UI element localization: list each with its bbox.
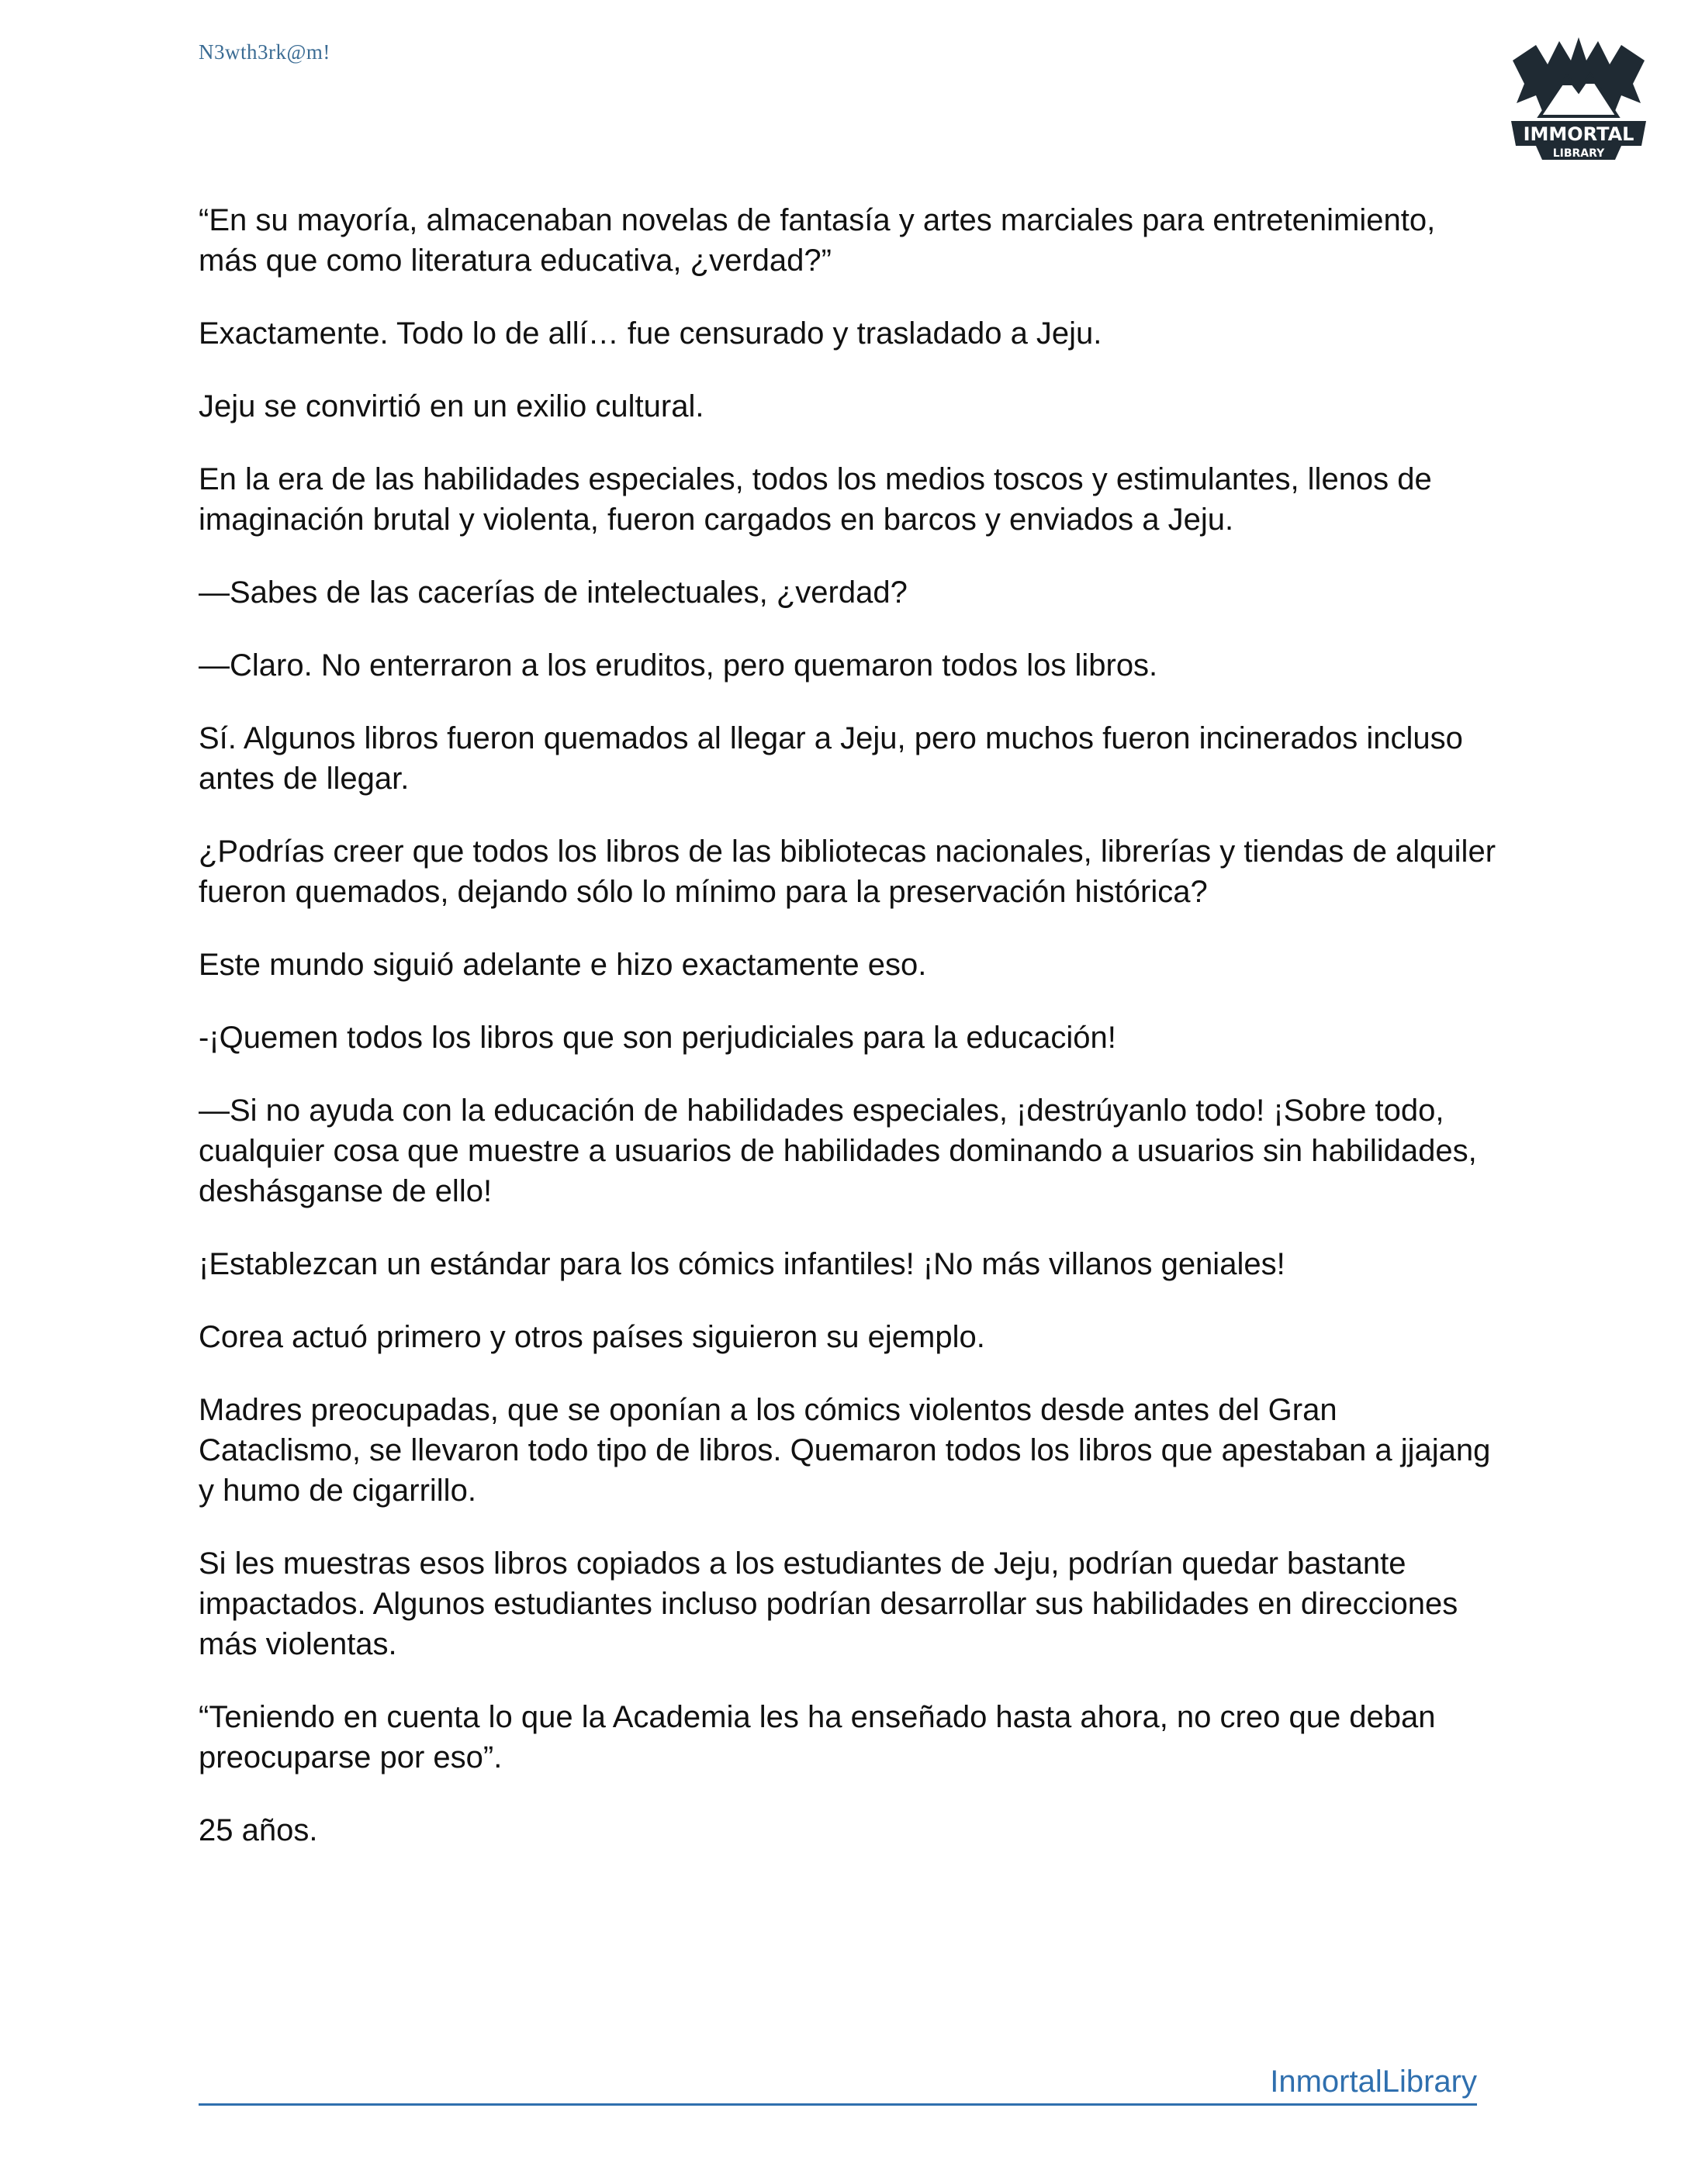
paragraph: Jeju se convirtió en un exilio cultural. — [199, 389, 704, 423]
paragraph: —Si no ayuda con la educación de habilidades especiales, ¡destrúyanlo todo! ¡Sobre todo, cualquier cosa que muestre a usuarios de habilidades dominando a usuarios sin habilidades, deshásganse de ello! — [199, 1094, 1477, 1208]
document-body — [199, 200, 1502, 1883]
paragraph: Madres preocupadas, que se oponían a los cómics violentos desde antes del Gran Cataclismo, se llevaron todo tipo de libros. Quemaron todos los libros que apestaban a jjajang y humo de cigarrillo. — [199, 1393, 1491, 1508]
paragraph: —Claro. No enterraron a los eruditos, pero quemaron todos los libros. — [199, 648, 1158, 682]
watermark-text: N3wth3rk@m! — [199, 40, 330, 64]
footer-link-inmortallibrary[interactable]: InmortalLibrary — [199, 2061, 1477, 2106]
paragraph: 25 años. — [199, 1813, 318, 1847]
paragraph: —Sabes de las cacerías de intelectuales, ¿verdad? — [199, 575, 908, 610]
paragraph: ¿Podrías creer que todos los libros de las bibliotecas nacionales, librerías y tiendas de alquiler fueron quemados, dejando sólo lo mínimo para la preservación histórica? — [199, 835, 1496, 909]
paragraph: Corea actuó primero y otros países siguieron su ejemplo. — [199, 1320, 985, 1354]
logo-line1: IMMORTAL — [1523, 123, 1634, 145]
paragraph: Sí. Algunos libros fueron quemados al llegar a Jeju, pero muchos fueron incinerados incluso antes de llegar. — [199, 721, 1463, 796]
paragraph: “En su mayoría, almacenaban novelas de fantasía y artes marciales para entretenimiento, más que como literatura educativa, ¿verdad?” — [199, 203, 1436, 278]
immortal-library-logo — [1505, 29, 1652, 165]
paragraph: “Teniendo en cuenta lo que la Academia les ha enseñado hasta ahora, no creo que deban preocuparse por eso”. — [199, 1700, 1436, 1774]
logo-line2: LIBRARY — [1552, 147, 1605, 160]
paragraph: Este mundo siguió adelante e hizo exactamente eso. — [199, 948, 927, 982]
paragraph: -¡Quemen todos los libros que son perjudiciales para la educación! — [199, 1021, 1116, 1055]
paragraph: ¡Establezcan un estándar para los cómics infantiles! ¡No más villanos geniales! — [199, 1247, 1285, 1281]
paragraph: Exactamente. Todo lo de allí… fue censurado y trasladado a Jeju. — [199, 316, 1102, 351]
paragraph: En la era de las habilidades especiales, todos los medios toscos y estimulantes, llenos de imaginación brutal y violenta, fueron cargados en barcos y enviados a Jeju. — [199, 462, 1432, 537]
paragraph: Si les muestras esos libros copiados a los estudiantes de Jeju, podrían quedar bastante impactados. Algunos estudiantes incluso podrían desarrollar sus habilidades en direcciones más violentas. — [199, 1546, 1458, 1661]
